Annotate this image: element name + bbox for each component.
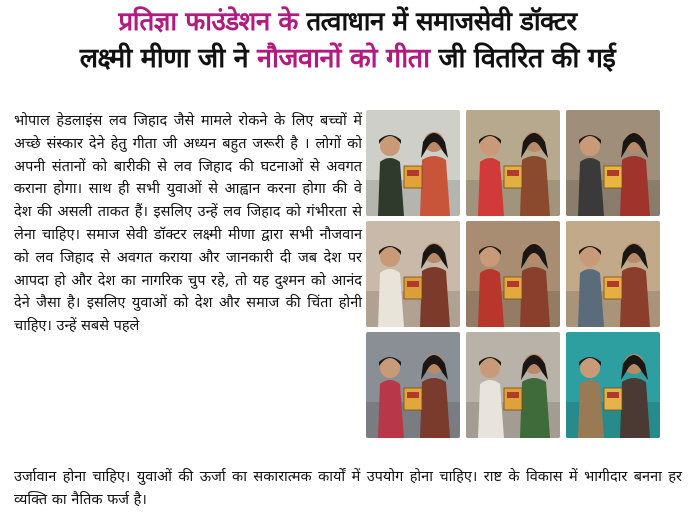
event-photo: [366, 110, 460, 216]
headline-accent-youth: नौजवानों को गीता: [256, 43, 430, 74]
headline-text-3: जी वितरित की गई: [429, 43, 616, 74]
headline-text-2: लक्ष्मी मीणा जी ने: [79, 43, 257, 74]
event-photo: [566, 110, 660, 216]
event-photo: [566, 221, 660, 327]
headline: [0, 4, 695, 78]
event-photo: [566, 332, 660, 438]
article-bottom-text: उर्जावान होना चाहिए। युवाओं की ऊर्जा का सकारात्मक कार्यों में उपयोग होना चाहिए। राष्ट के विकास में भागीदार बनना हर व्यक्ति का नैतिक फर्ज है।: [14, 469, 682, 508]
headline-line-2: [0, 40, 695, 78]
headline-accent-foundation: प्रतिज्ञा फाउंडेशन के: [118, 7, 298, 37]
event-photo: [466, 221, 560, 327]
headline-line-1: [0, 4, 695, 40]
article-column: [14, 110, 362, 338]
article-column-text: भोपाल हेडलाइंस लव जिहाद जैसे मामले रोकने के लिए बच्चों में अच्छे संस्कार देने हेतु गीता जी अध्यन बहुत जरूरी है । लोगों को अपनी संतानों को बारीकी से लव जिहाद की घटनाओं से अवगत कराना होगा। साथ ही सभी युवाओं से आह्वान करना होगा की वे देश की असली ताकत हैं। इसलिए उन्हें लव जिहाद को गंभीरता से लेना चाहिए। समाज सेवी डॉक्टर लक्ष्मी मीणा द्वारा सभी नौजवान को लव जिहाद से अवगत कराया और जानकारी दी जब देश पर आपदा हो और देश का नागरिक चुप रहे, तो यह दुश्मन को आनंद देने जैसा है। इसलिए युवाओं को देश और समाज की चिंता होनी चाहिए। उन्हें सबसे पहले: [14, 113, 362, 335]
event-photo: [466, 332, 560, 438]
headline-text-1: तत्वाधान में समाजसेवी डॉक्टर: [297, 7, 577, 37]
event-photo: [366, 332, 460, 438]
article-bottom: [14, 466, 682, 512]
event-photo: [366, 221, 460, 327]
event-photo: [466, 110, 560, 216]
photo-grid: [366, 110, 660, 438]
